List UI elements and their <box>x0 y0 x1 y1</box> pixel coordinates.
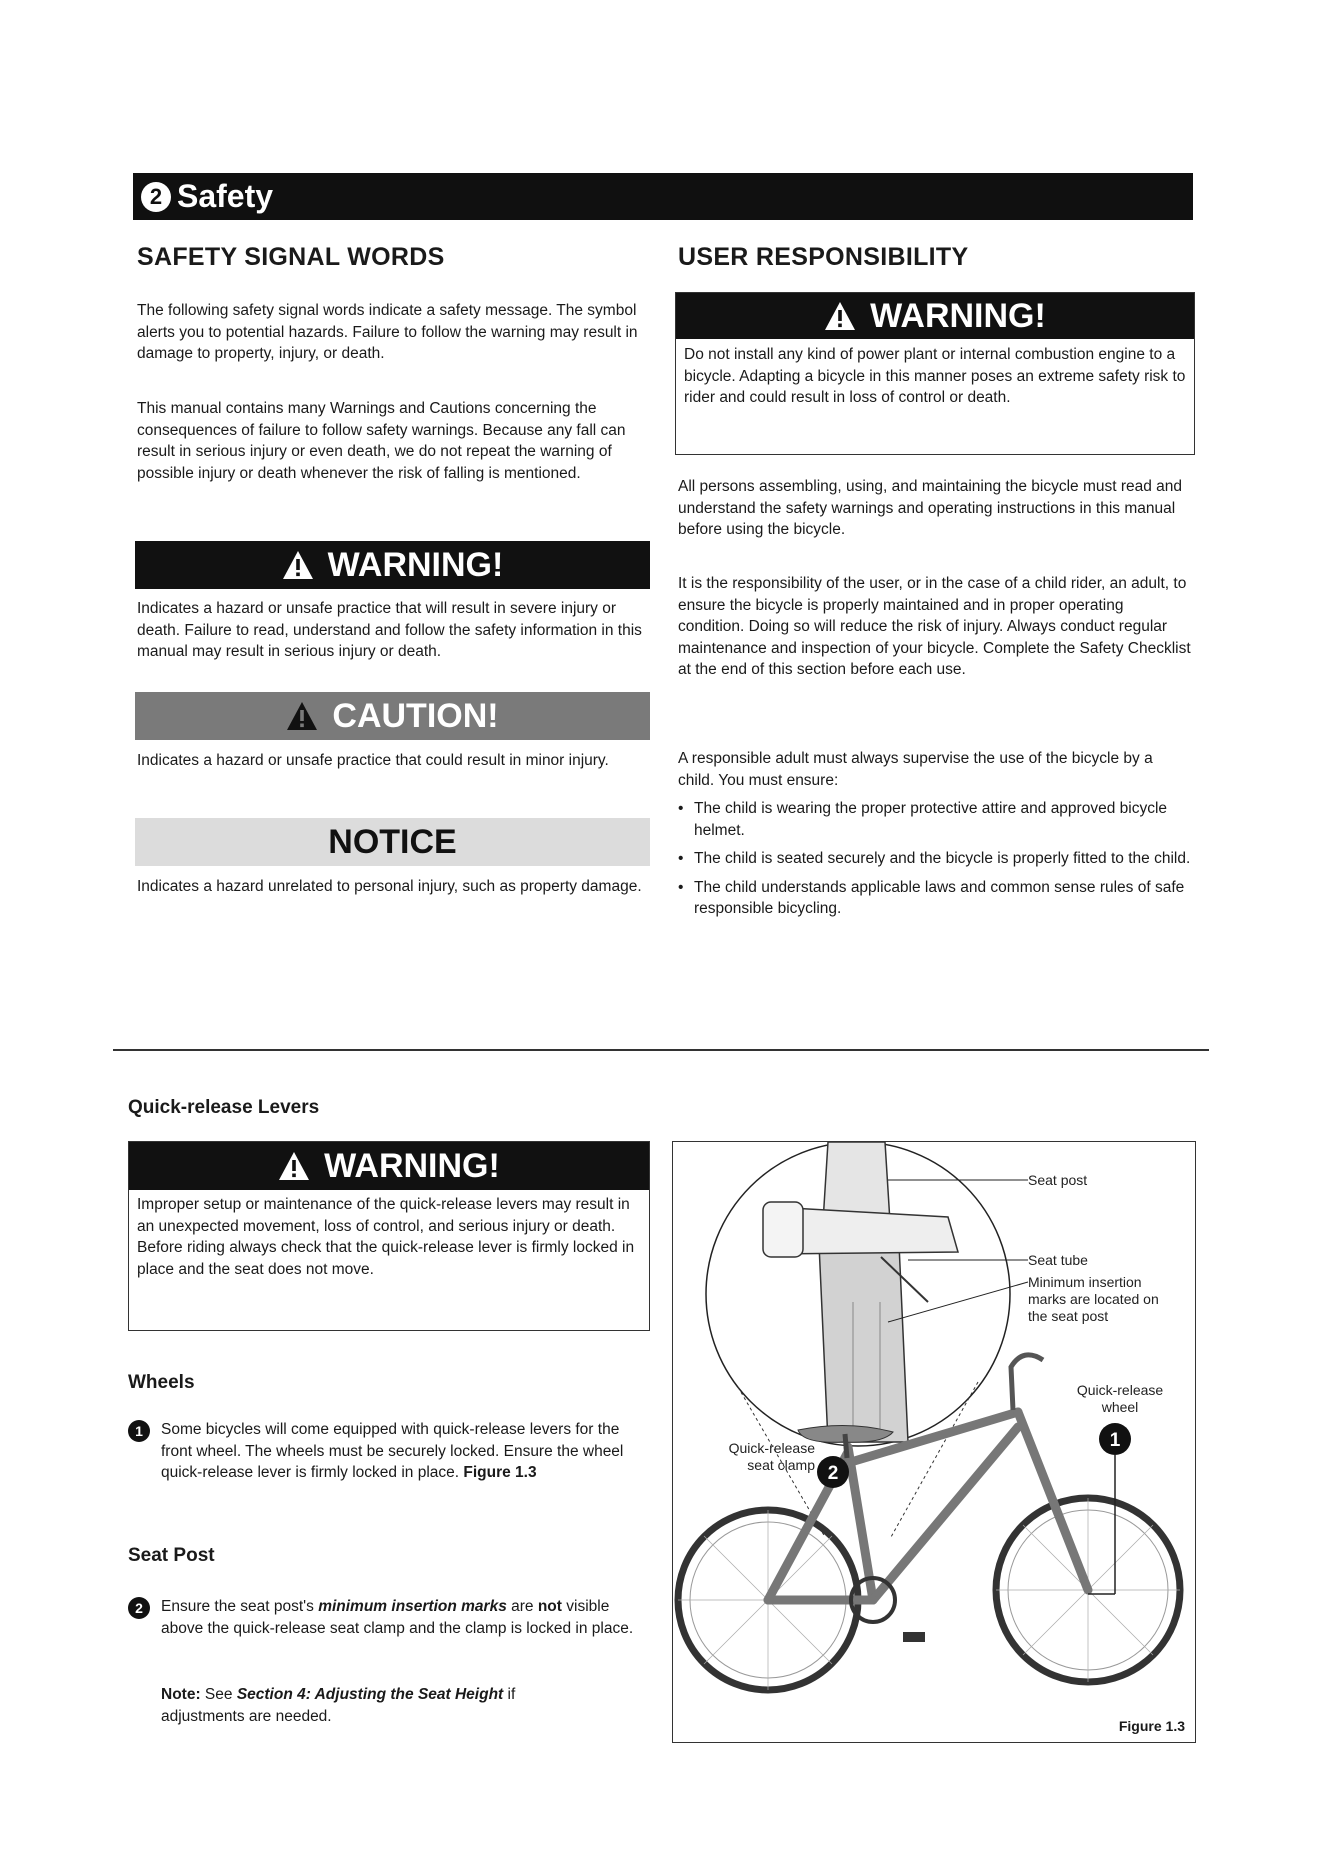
wheels-heading: Wheels <box>128 1372 195 1393</box>
warning-triangle-icon <box>278 1151 310 1181</box>
seat-post-text: Ensure the seat post's minimum insertion marks are not visible above the quick-release seat clamp and the clamp is locked in place. <box>161 1598 634 1637</box>
quick-release-warning-label: WARNING! <box>324 1146 500 1185</box>
caution-description: Indicates a hazard or unsafe practice that could result in minor injury. <box>137 752 609 769</box>
warning-description: Indicates a hazard or unsafe practice that will result in severe injury or death. Failure to read, understand and follow the safety information in this manual may result in serious injury or death. <box>137 600 642 660</box>
ensure-list <box>678 798 1193 927</box>
user-warning-label: WARNING! <box>870 296 1046 335</box>
seat-tube-label: Seat tube <box>1028 1252 1088 1268</box>
notice-description: Indicates a hazard unrelated to personal injury, such as property damage. <box>137 878 642 895</box>
caution-triangle-icon <box>286 701 318 731</box>
warning-triangle-icon <box>824 301 856 331</box>
section-number-badge: 2 <box>141 182 171 212</box>
user-resp-para-2: It is the responsibility of the user, or in the case of a child rider, an adult, to ensure the bicycle is properly maintained and in proper operating condition. Doing so will reduce the risk of injury. Always conduct regular maintenance and inspection of your bicycle. Complete the Safety Checklist at the end of this section before each use. <box>678 575 1191 678</box>
caution-banner <box>135 692 650 740</box>
list-item: • The child understands applicable laws and common sense rules of safe responsible bicycling. <box>678 877 1193 920</box>
wheels-text: Some bicycles will come equipped with quick-release levers for the front wheel. The wheels must be securely locked. Ensure the wheel quick-release lever is firmly locked in place. Figure 1.3 <box>161 1421 624 1481</box>
user-warning-box <box>675 292 1195 455</box>
figure-1-3 <box>672 1141 1196 1743</box>
qr-wheel-label: Quick-release wheel <box>1076 1382 1164 1415</box>
quick-release-warning-banner <box>129 1142 649 1190</box>
caution-label: CAUTION! <box>332 696 499 735</box>
seat-post-heading: Seat Post <box>128 1545 215 1566</box>
callout-1-label: 1 <box>1109 1430 1121 1451</box>
figure-reference: Figure 1.3 <box>463 1464 537 1481</box>
notice-banner <box>135 818 650 866</box>
signal-words-intro: The following safety signal words indicate a safety message. The symbol alerts you to potential hazards. Failure to follow the warning may result in damage to property, injury, or death. <box>137 302 638 362</box>
page-divider <box>113 1049 1209 1051</box>
user-warning-text: Do not install any kind of power plant or internal combustion engine to a bicycle. Adapting a bicycle in this manner poses an extreme safety risk to rider and could result in loss of control or death. <box>684 346 1186 406</box>
user-responsibility-heading: USER RESPONSIBILITY <box>678 243 969 271</box>
warning-label: WARNING! <box>327 545 504 584</box>
min-insertion-label: Minimum insertion marks are located on the seat post <box>1028 1274 1159 1324</box>
qr-seat-clamp-label: Quick-release seat clamp <box>728 1440 815 1473</box>
seat-post-label: Seat post <box>1028 1172 1088 1188</box>
signal-words-heading: SAFETY SIGNAL WORDS <box>137 243 445 271</box>
list-item: • The child is wearing the proper protective attire and approved bicycle helmet. <box>678 798 1193 841</box>
callout-2-label: 2 <box>827 1463 839 1484</box>
section-header <box>133 173 1193 220</box>
quick-release-heading: Quick-release Levers <box>128 1097 320 1118</box>
signal-words-manual-note: This manual contains many Warnings and Cautions concerning the consequences of failure to follow safety warnings. Because any fall can result in serious injury or even death, we do not repeat the warning of possible injury or death whenever the risk of falling is mentioned. <box>137 400 626 482</box>
user-resp-para-3: A responsible adult must always supervise the use of the bicycle by a child. You must ensure: <box>678 750 1153 789</box>
warning-triangle-icon <box>282 550 314 580</box>
quick-release-warning-box <box>128 1141 650 1331</box>
quick-release-warning-text: Improper setup or maintenance of the quick-release levers may result in an unexpected movement, loss of control, and serious injury or death. Before riding always check that the quick-release lever is firmly locked in place and the seat does not move. <box>137 1196 635 1278</box>
notice-label: NOTICE <box>328 822 457 861</box>
warning-banner <box>135 541 650 589</box>
wheels-step-number: 1 <box>128 1420 150 1442</box>
seat-height-note: Note: See Section 4: Adjusting the Seat Height if adjustments are needed. <box>161 1686 516 1725</box>
section-title: Safety <box>177 178 274 214</box>
user-resp-para-1: All persons assembling, using, and maintaining the bicycle must read and understand the safety warnings and operating instructions in this manual before using the bicycle. <box>678 478 1183 538</box>
list-item: • The child is seated securely and the bicycle is properly fitted to the child. <box>678 848 1193 870</box>
seat-post-step-number: 2 <box>128 1597 150 1619</box>
figure-caption: Figure 1.3 <box>1118 1718 1185 1734</box>
user-warning-banner <box>676 293 1194 339</box>
